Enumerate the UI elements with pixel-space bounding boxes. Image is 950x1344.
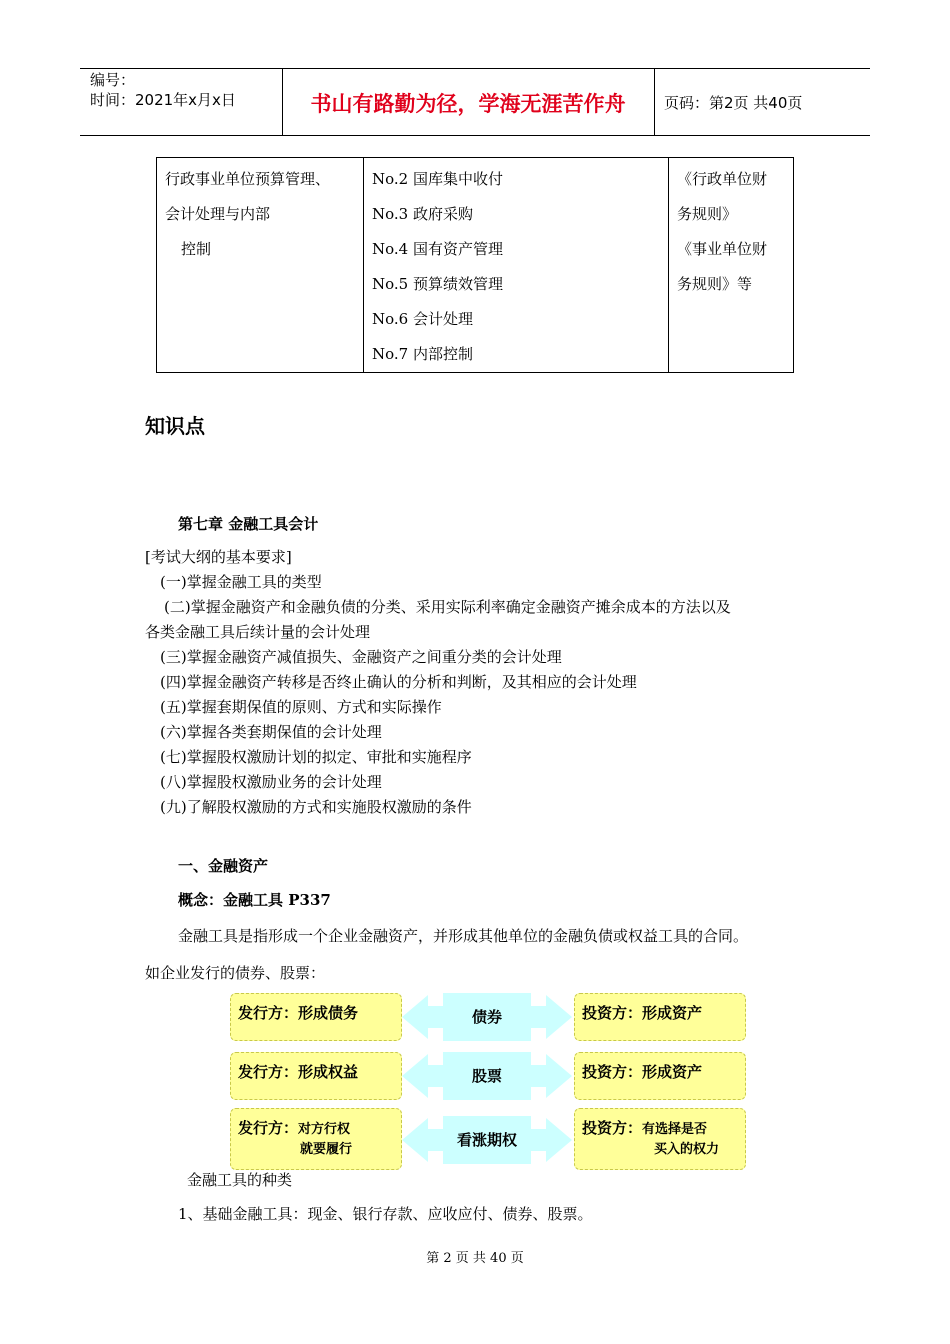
table-cell-line: No.6 会计处理 <box>372 310 473 328</box>
document-time-label: 时间：2021年x月x日 <box>90 91 236 109</box>
instrument-box: 看涨期权 <box>443 1116 531 1164</box>
requirement-item: 各类金融工具后续计量的会计处理 <box>145 623 371 641</box>
instrument-box: 债券 <box>443 993 531 1041</box>
chapter-title: 第七章 金融工具会计 <box>178 515 319 533</box>
requirements-heading: [考试大纲的基本要求] <box>145 548 292 566</box>
knowledge-points-heading: 知识点 <box>145 414 205 438</box>
table-cell-line: 务规则》等 <box>677 275 753 293</box>
issuer-box: 发行方：形成权益 <box>230 1052 402 1100</box>
page-footer: 第 2 页 共 40 页 <box>426 1251 524 1266</box>
issuer-box-title: 发行方： <box>238 1119 299 1137</box>
requirement-item: (八)掌握股权激励业务的会计处理 <box>160 773 382 791</box>
table-cell-line: No.4 国有资产管理 <box>372 240 503 258</box>
table-cell-line: No.5 预算绩效管理 <box>372 275 503 293</box>
requirement-item: (九)了解股权激励的方式和实施股权激励的条件 <box>160 798 472 816</box>
table-cell-line: 控制 <box>181 240 212 258</box>
investor-box-title: 投资方： <box>582 1119 643 1137</box>
requirements-list <box>145 545 731 820</box>
header-meta <box>90 70 236 110</box>
content-table <box>156 157 794 373</box>
issuer-box: 发行方：形成债务 <box>230 993 402 1041</box>
instrument-box: 股票 <box>443 1052 531 1100</box>
header-motto: 书山有路勤为径，学海无涯苦作舟 <box>310 92 626 116</box>
investor-box-detail: 买入的权力 <box>654 1142 720 1157</box>
example-intro: 如企业发行的债券、股票： <box>145 964 326 982</box>
concept-line: 概念：金融工具 P337 <box>178 891 331 909</box>
issuer-box-detail: 就要履行 <box>300 1142 353 1157</box>
header-bottom-rule <box>80 135 870 136</box>
basic-instruments-line: 1、基础金融工具：现金、银行存款、应收应付、债券、股票。 <box>178 1205 593 1223</box>
requirement-item: (七)掌握股权激励计划的拟定、审批和实施程序 <box>160 748 472 766</box>
table-cell-line: No.3 政府采购 <box>372 205 473 223</box>
requirement-item: (二)掌握金融资产和金融负债的分类、采用实际利率确定金融资产摊余成本的方法以及 <box>164 598 731 616</box>
table-cell-line: No.7 内部控制 <box>372 345 473 363</box>
table-cell-line: 行政事业单位预算管理、 <box>165 170 331 188</box>
table-cell-line: 《事业单位财 <box>677 240 768 258</box>
table-cell-rules <box>669 158 794 373</box>
investor-box: 投资方：形成资产 <box>574 993 746 1041</box>
instrument-kinds-heading: 金融工具的种类 <box>187 1171 293 1189</box>
table-cell-topic <box>157 158 364 373</box>
section-heading: 一、金融资产 <box>178 857 269 875</box>
table-cell-line: 务规则》 <box>677 205 738 223</box>
requirement-item: (三)掌握金融资产减值损失、金融资产之间重分类的会计处理 <box>160 648 562 666</box>
issuer-box-detail: 对方行权 <box>298 1122 351 1137</box>
header-top-rule <box>80 68 870 69</box>
requirement-item: (一)掌握金融工具的类型 <box>160 573 322 591</box>
header-page-number: 页码：第2页 共40页 <box>664 94 803 112</box>
table-cell-line: 会计处理与内部 <box>165 205 271 223</box>
requirement-item: (五)掌握套期保值的原则、方式和实际操作 <box>160 698 442 716</box>
investor-box-detail: 有选择是否 <box>642 1122 708 1137</box>
table-cell-items <box>364 158 669 373</box>
table-cell-line: 《行政单位财 <box>677 170 768 188</box>
header-divider <box>654 68 655 136</box>
document-number-label: 编号： <box>90 71 136 89</box>
table-cell-line: No.2 国库集中收付 <box>372 170 503 188</box>
issuer-box <box>230 1108 402 1170</box>
investor-box: 投资方：形成资产 <box>574 1052 746 1100</box>
requirement-item: (四)掌握金融资产转移是否终止确认的分析和判断，及其相应的会计处理 <box>160 673 637 691</box>
requirement-item: (六)掌握各类套期保值的会计处理 <box>160 723 382 741</box>
investor-box <box>574 1108 746 1170</box>
definition-paragraph: 金融工具是指形成一个企业金融资产，并形成其他单位的金融负债或权益工具的合同。 <box>178 927 749 945</box>
